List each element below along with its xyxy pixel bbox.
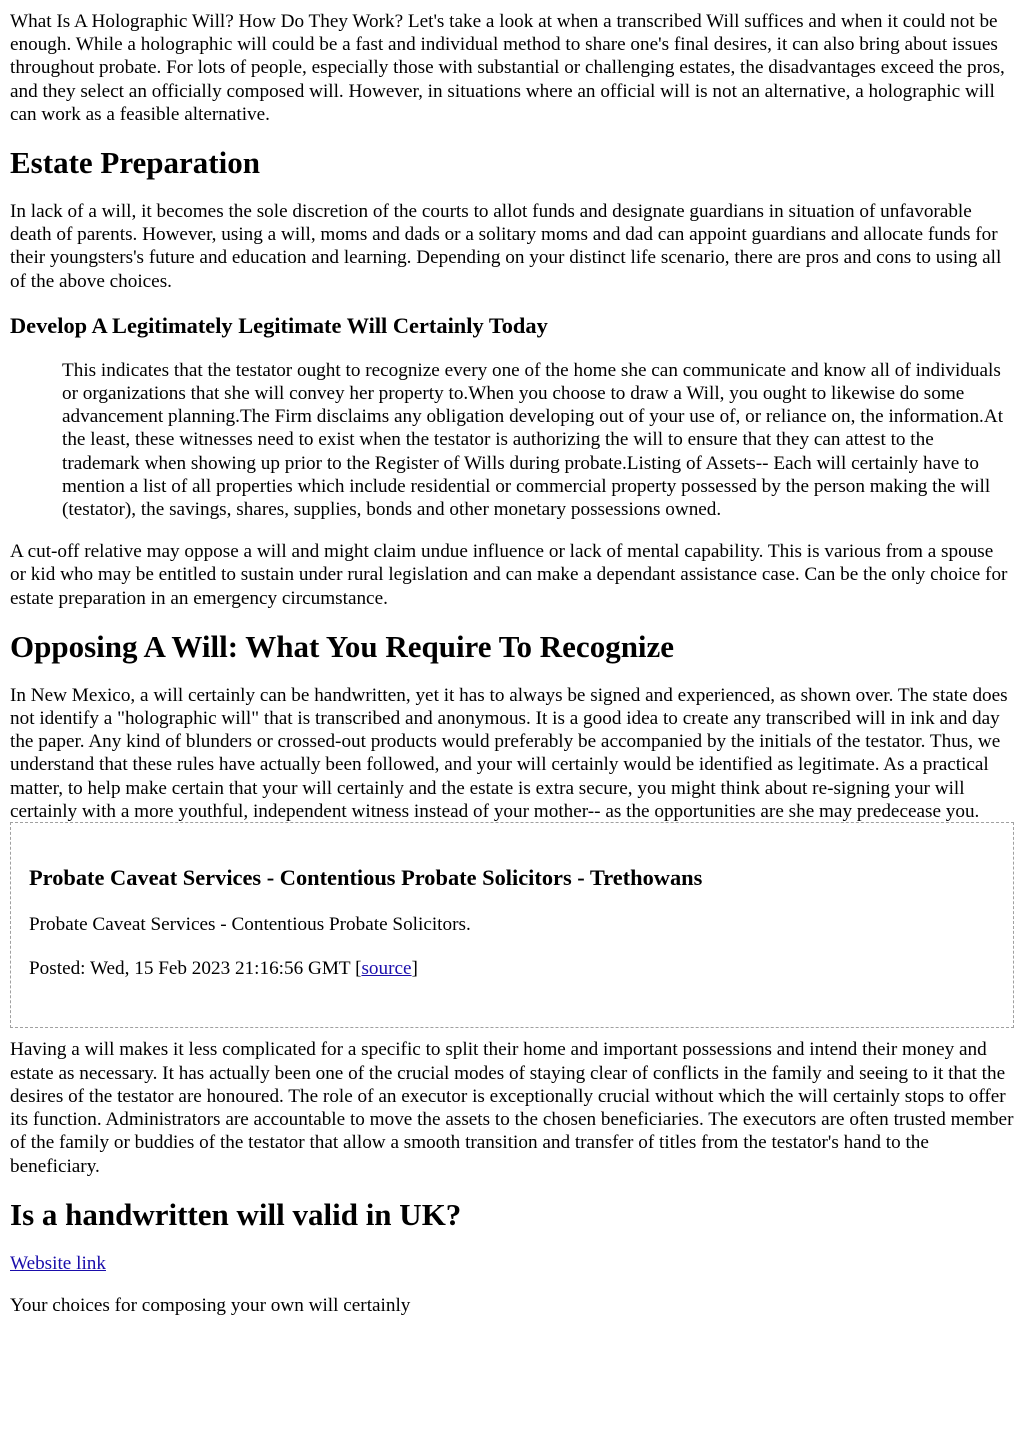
heading-opposing-will: Opposing A Will: What You Require To Recognize <box>10 628 675 664</box>
news-source-box <box>10 822 1014 1028</box>
new-mexico-paragraph: In New Mexico, a will certainly can be handwritten, yet it has to always be signed and experienced, as shown over. The state does not identify a "holographic will" that is transcribed and anonymous. It is a good idea to create any transcribed will in ink and day the paper. Any kind of blunders or crossed-out products would preferably be accompanied by the initials of the testator. Thus, we understand that these rules have actually been followed, and your will certainly would be identified as legitimate. As a practical matter, to help make certain that your will certainly and the estate is extra secure, you might think about re-signing your will certainly with a more youthful, independent witness instead of your mother-- as the opportunities are she may predecease you. <box>10 684 1008 822</box>
relative-paragraph: A cut-off relative may oppose a will and might claim undue influence or lack of mental capability. This is various from a spouse or kid who may be entitled to sustain under rural legislation and can make a dependant assistance case. Can be the only choice for estate preparation in an emergency circumstance. <box>10 541 1008 609</box>
news-posted-line <box>29 957 995 980</box>
subheading-legitimate-will: Develop A Legitimately Legitimate Will Certainly Today <box>10 312 548 338</box>
choices-paragraph: Your choices for composing your own will certainly <box>10 1294 411 1316</box>
source-link[interactable]: source <box>361 958 412 980</box>
estate-paragraph: In lack of a will, it becomes the sole discretion of the courts to allot funds and designate guardians in situation of unfavorable death of parents. However, using a will, moms and dads or a solitary moms and dad can appoint guardians and allocate funds for their youngsters's future and education and learning. Depending on your distinct life scenario, there are pros and cons to using all of the above choices. <box>10 201 1002 292</box>
website-link[interactable]: Website link <box>10 1252 106 1274</box>
heading-estate-preparation: Estate Preparation <box>10 145 260 181</box>
news-title: Probate Caveat Services - Contentious Probate Solicitors - Trethowans <box>29 865 703 891</box>
posted-close-bracket: ] <box>411 958 418 980</box>
heading-handwritten-uk: Is a handwritten will valid in UK? <box>10 1196 462 1232</box>
quote-block: This indicates that the testator ought to recognize every one of the home she can communicate and know all of individuals or organizations that she will convey her property to.When you choose to draw a Will, you ought to likewise do some advancement planning.The Firm disclaims any obligation developing out of your use of, or reliance on, the information.At the least, these witnesses need to exist when the testator is authorizing the will to ensure that they can attest to the trademark when showing up prior to the Register of Wills during probate.Listing of Assets-- Each will certainly have to mention a list of all properties which include residential or commercial property possessed by the person making the will (testator), the savings, shares, supplies, bonds and other monetary possessions owned. <box>62 359 1004 521</box>
news-summary: Probate Caveat Services - Contentious Probate Solicitors. <box>29 914 471 936</box>
executor-paragraph: Having a will makes it less complicated for a specific to split their home and important possessions and intend their money and estate as necessary. It has actually been one of the crucial modes of staying clear of conflicts in the family and seeing to it that the desires of the testator are honoured. The role of an executor is exceptionally crucial without which the will certainly stops to offer its function. Administrators are accountable to move the assets to the chosen beneficiaries. The executors are often trusted member of the family or buddies of the testator that allow a smooth transition and transfer of titles from the testator's hand to the beneficiary. <box>10 1039 1014 1177</box>
intro-paragraph: What Is A Holographic Will? How Do They Work? Let's take a look at when a transcribed Will suffices and when it could not be enough. While a holographic will could be a fast and individual method to share one's final desires, it can also bring about issues throughout probate. For lots of people, especially those with substantial or challenging estates, the disadvantages exceed the pros, and they select an officially composed will. However, in situations where an official will is not an alternative, a holographic will can work as a feasible alternative. <box>10 11 1005 125</box>
posted-date: Posted: Wed, 15 Feb 2023 21:16:56 GMT [ <box>29 958 362 980</box>
